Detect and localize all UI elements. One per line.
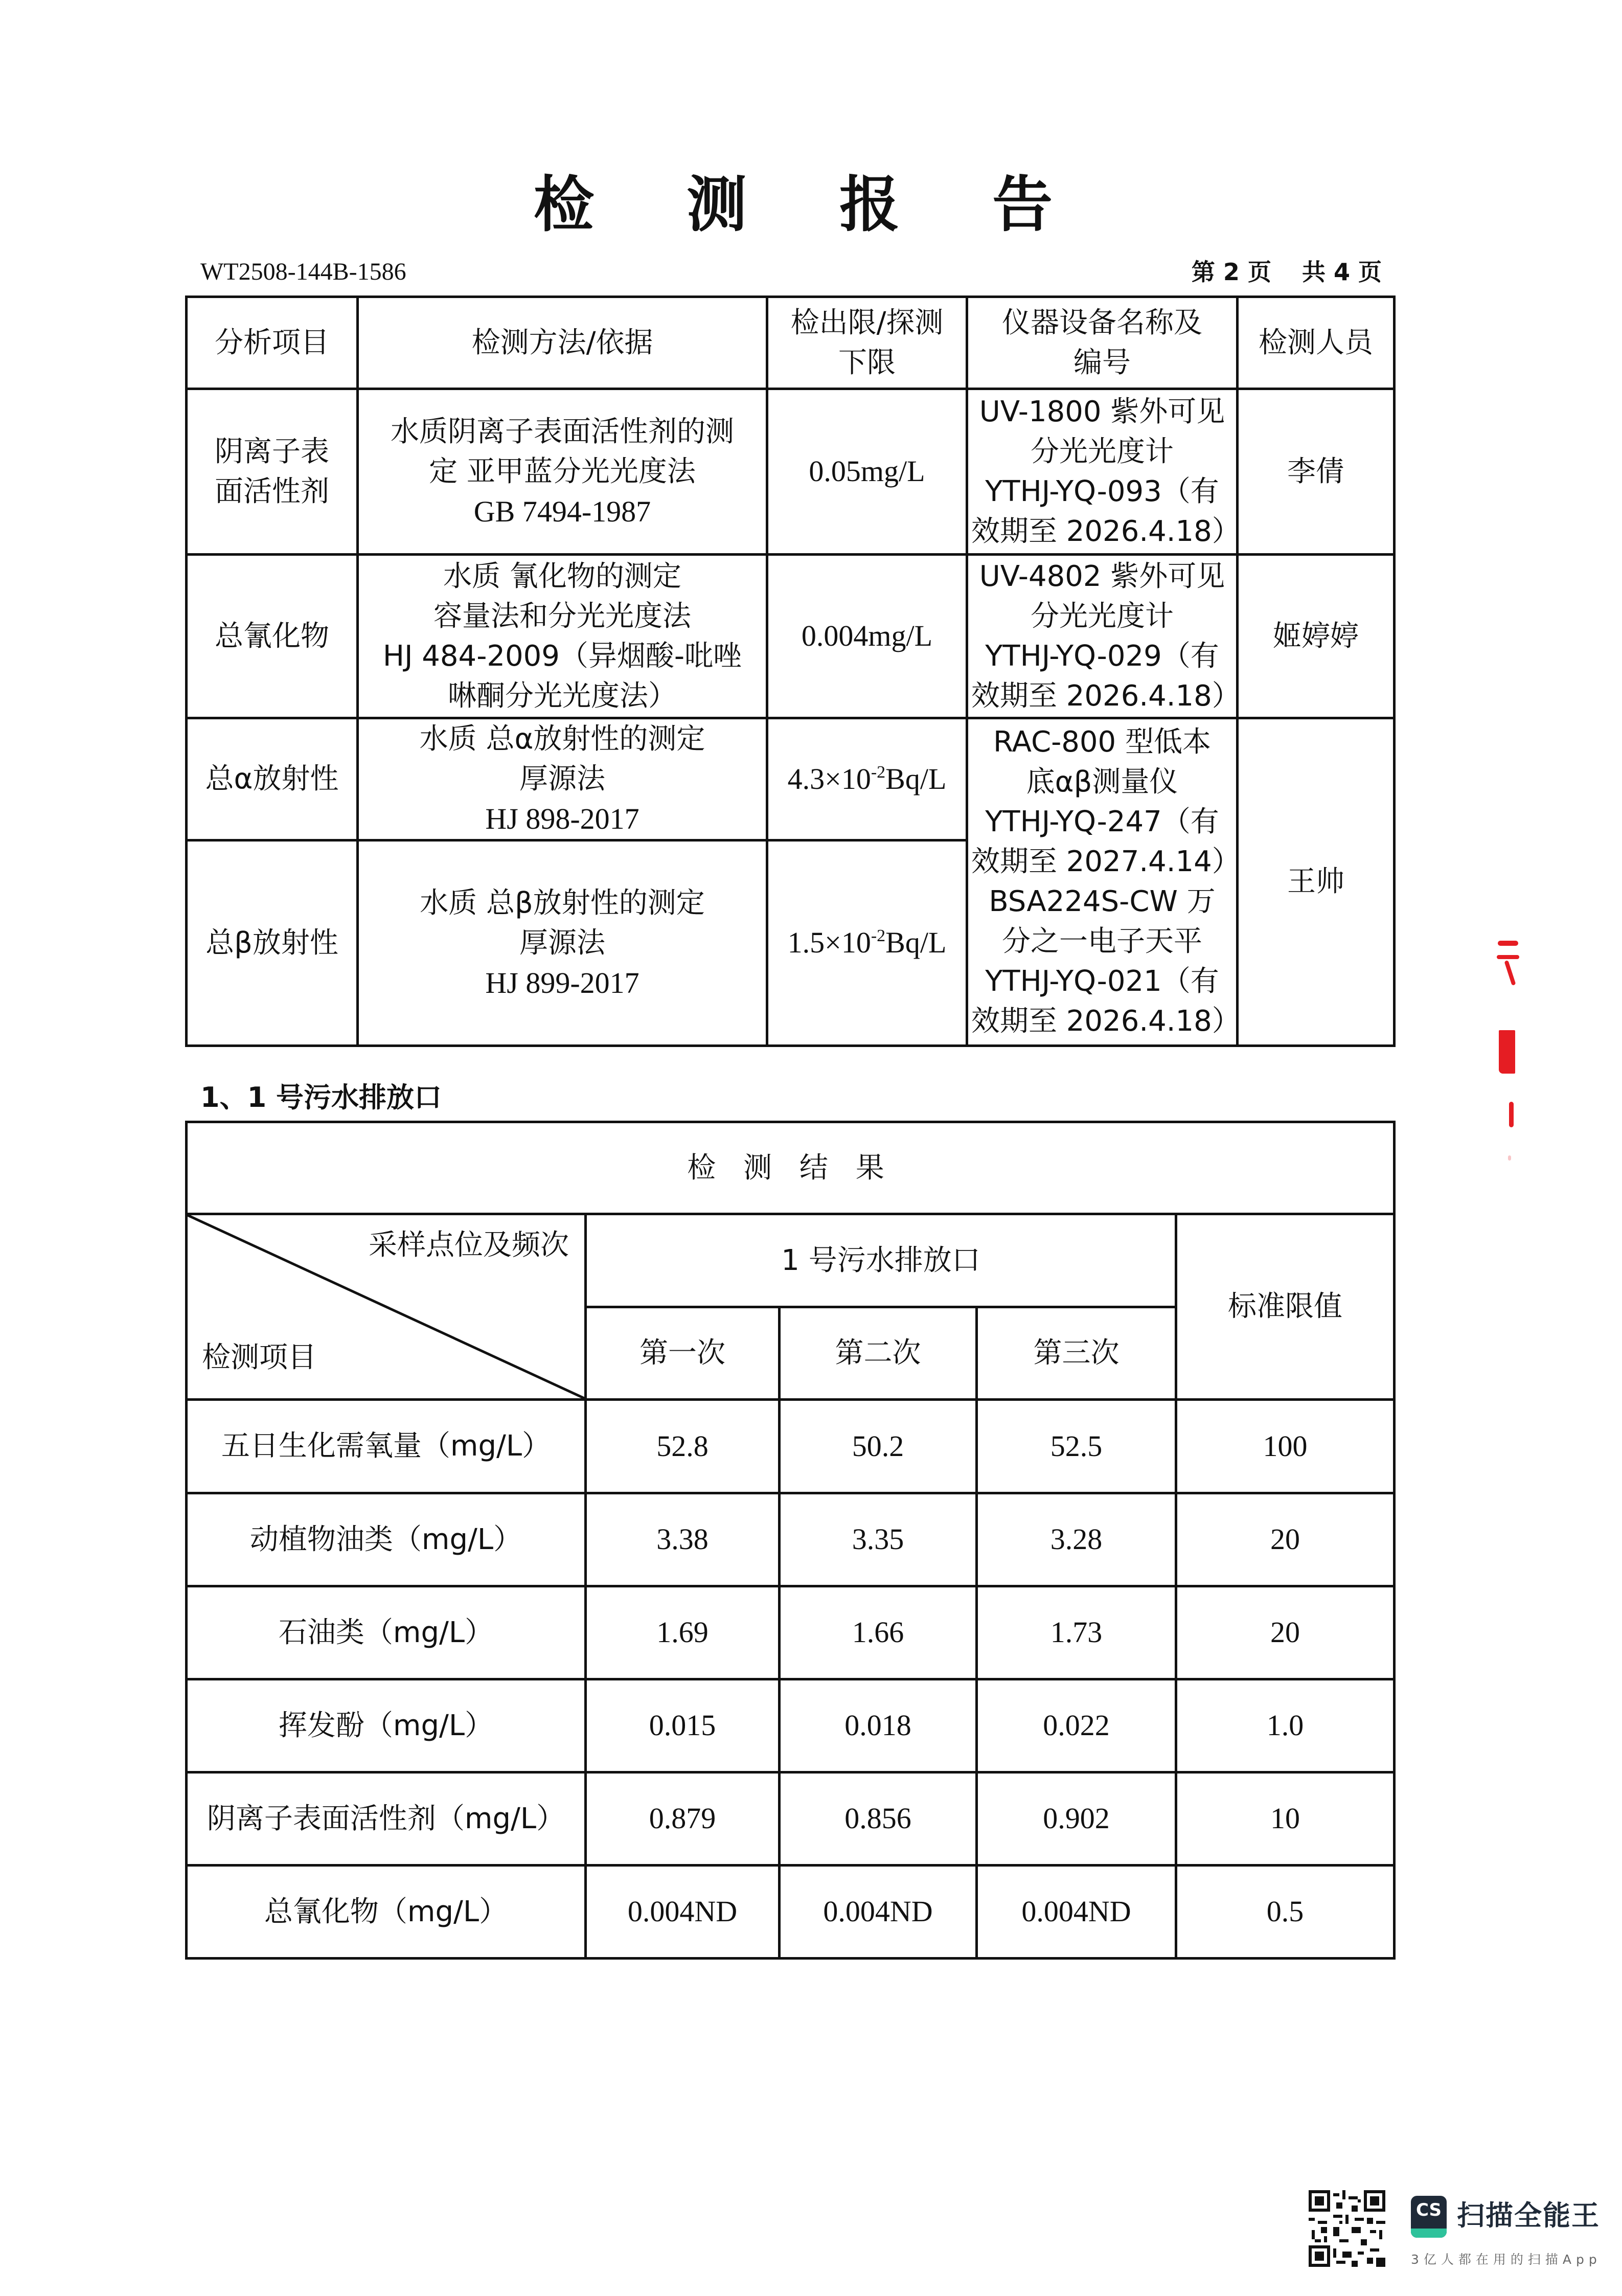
page-current: 第 2 页 <box>1191 258 1271 286</box>
instrument-line: UV-4802 紫外可见 <box>979 559 1225 593</box>
result-item: 挥发酚（mg/L） <box>187 1679 586 1772</box>
sample-header: 第一次 <box>586 1307 780 1400</box>
result-limit <box>1176 1586 1395 1679</box>
value-text: 1.66 <box>852 1616 904 1649</box>
result-item: 动植物油类（mg/L） <box>187 1493 586 1586</box>
method-line: 啉酮分光光度法） <box>448 679 677 713</box>
result-value <box>586 1772 780 1866</box>
instrument-line: 效期至 2026.4.18） <box>971 1005 1241 1038</box>
instrument-line: RAC-800 型低本 <box>993 725 1211 759</box>
partial-seal-stamp <box>1493 915 1523 1222</box>
instrument-line: 效期至 2026.4.18） <box>971 514 1241 548</box>
header-instrument-line: 编号 <box>1073 346 1131 379</box>
limit-text: 10 <box>1270 1802 1300 1835</box>
limit-unit: Bq/L <box>885 762 947 795</box>
method-line: GB 7494-1987 <box>473 494 651 528</box>
header-item: 分析项目 <box>187 297 358 389</box>
limit-exponent: -2 <box>871 762 886 782</box>
method-analyst: 姬婷婷 <box>1238 555 1395 718</box>
value-text: 52.8 <box>656 1429 709 1463</box>
sample-header: 第三次 <box>977 1307 1176 1400</box>
value-text: 0.018 <box>844 1709 911 1742</box>
methods-row <box>187 555 1395 718</box>
result-limit <box>1176 1772 1395 1866</box>
value-text: 0.004ND <box>823 1895 933 1928</box>
method-limit <box>767 389 967 555</box>
method-basis <box>358 840 767 1046</box>
methods-row <box>187 718 1395 840</box>
methods-header-row <box>187 297 1395 389</box>
camscanner-logo <box>1411 2196 1447 2238</box>
method-line: 水质 氰化物的测定 <box>443 559 681 593</box>
result-value <box>586 1400 780 1493</box>
instrument-line: YTHJ-YQ-247（有 <box>985 805 1219 838</box>
method-basis <box>358 718 767 840</box>
location-header: 1 号污水排放口 <box>586 1214 1176 1307</box>
sample-header: 第二次 <box>780 1307 977 1400</box>
limit-value: 0.004mg/L <box>801 619 933 652</box>
result-value <box>977 1772 1176 1866</box>
page-indicator <box>1192 257 1382 287</box>
instrument-line: UV-1800 紫外可见 <box>979 395 1225 428</box>
result-limit <box>1176 1679 1395 1772</box>
results-row <box>187 1772 1395 1866</box>
method-basis <box>358 555 767 718</box>
result-value <box>977 1586 1176 1679</box>
limit-base: 4.3×10 <box>787 762 871 795</box>
limit-text: 100 <box>1263 1429 1308 1463</box>
result-value <box>977 1400 1176 1493</box>
instrument-line: 底αβ测量仪 <box>1026 765 1178 799</box>
header-analyst: 检测人员 <box>1238 297 1395 389</box>
scanner-watermark <box>1309 2188 1610 2280</box>
method-line: 水质 总α放射性的测定 <box>419 722 705 756</box>
method-line: 厚源法 <box>519 926 605 960</box>
limit-text: 20 <box>1270 1522 1300 1556</box>
header-limit-line: 下限 <box>838 346 896 379</box>
corner-header <box>187 1214 586 1400</box>
instrument-line: YTHJ-YQ-029（有 <box>985 639 1219 673</box>
item-line: 阴离子表 <box>215 435 329 468</box>
method-line: HJ 899-2017 <box>485 966 639 999</box>
corner-bottom-label: 检测项目 <box>202 1341 316 1374</box>
logo-text: CS <box>1415 2200 1442 2220</box>
result-value <box>780 1586 977 1679</box>
value-text: 52.5 <box>1050 1429 1103 1463</box>
results-title-row <box>187 1122 1395 1214</box>
report-number: WT2508-144B-1586 <box>200 258 406 285</box>
result-value <box>780 1679 977 1772</box>
page-total: 共 4 页 <box>1301 258 1382 286</box>
instrument-line: 效期至 2026.4.18） <box>971 679 1241 713</box>
result-limit <box>1176 1400 1395 1493</box>
results-row <box>187 1679 1395 1772</box>
header-limit <box>767 297 967 389</box>
value-text: 3.35 <box>852 1522 904 1556</box>
method-instrument <box>967 555 1241 718</box>
limit-header: 标准限值 <box>1176 1214 1395 1400</box>
limit-value <box>788 762 947 795</box>
limit-text: 0.5 <box>1266 1895 1304 1928</box>
instrument-line: BSA224S-CW 万 <box>989 885 1216 918</box>
method-item <box>187 389 358 555</box>
header-limit-line: 检出限/探测 <box>790 306 944 339</box>
result-item: 五日生化需氧量（mg/L） <box>187 1400 586 1493</box>
app-name: 扫描全能王 <box>1457 2199 1600 2232</box>
results-row <box>187 1866 1395 1959</box>
value-text: 1.73 <box>1050 1616 1103 1649</box>
result-value <box>977 1866 1176 1959</box>
instrument-line: 分之一电子天平 <box>1002 925 1202 958</box>
app-slogan: 3亿人都在用的扫描App <box>1411 2252 1602 2267</box>
instrument-line: 效期至 2027.4.14） <box>971 845 1241 878</box>
results-header-row <box>187 1214 1395 1307</box>
results-title <box>187 1122 1395 1214</box>
method-limit <box>767 555 967 718</box>
limit-exponent: -2 <box>871 926 886 945</box>
limit-unit: Bq/L <box>885 926 947 959</box>
limit-text: 1.0 <box>1266 1709 1304 1742</box>
result-value <box>586 1866 780 1959</box>
result-item: 总氰化物（mg/L） <box>187 1866 586 1959</box>
header-instrument-line: 仪器设备名称及 <box>1002 306 1202 339</box>
method-line: HJ 484-2009（异烟酸-吡唑 <box>382 639 742 673</box>
method-line: 容量法和分光光度法 <box>433 599 691 633</box>
limit-base: 1.5×10 <box>787 926 871 959</box>
value-text: 0.004ND <box>1021 1895 1131 1928</box>
result-value <box>780 1772 977 1866</box>
results-row <box>187 1493 1395 1586</box>
value-text: 3.28 <box>1050 1522 1103 1556</box>
method-limit <box>767 718 967 840</box>
result-value <box>780 1400 977 1493</box>
value-text: 50.2 <box>852 1429 904 1463</box>
value-text: 3.38 <box>656 1522 709 1556</box>
method-line: 水质阴离子表面活性剂的测 <box>391 415 734 448</box>
result-value <box>977 1493 1176 1586</box>
qr-code-icon <box>1309 2190 1385 2267</box>
document-title: 检 测 报 告 <box>533 169 1089 240</box>
instrument-line: 分光光度计 <box>1031 599 1174 633</box>
value-text: 0.856 <box>844 1802 911 1835</box>
method-item: 总β放射性 <box>187 840 358 1046</box>
limit-value <box>788 926 947 959</box>
result-limit <box>1176 1866 1395 1959</box>
method-line: 定 亚甲蓝分光光度法 <box>429 454 696 488</box>
method-basis <box>358 389 767 555</box>
result-value <box>977 1679 1176 1772</box>
value-text: 0.902 <box>1043 1802 1110 1835</box>
methods-row <box>187 389 1395 555</box>
method-line: 水质 总β放射性的测定 <box>420 886 705 920</box>
item-line: 面活性剂 <box>215 474 329 508</box>
method-limit <box>767 840 967 1046</box>
header-method: 检测方法/依据 <box>358 297 767 389</box>
result-value <box>586 1586 780 1679</box>
result-value <box>586 1493 780 1586</box>
results-row <box>187 1586 1395 1679</box>
instrument-line: YTHJ-YQ-021（有 <box>985 965 1219 998</box>
result-item: 阴离子表面活性剂（mg/L） <box>187 1772 586 1866</box>
limit-value: 0.05mg/L <box>809 454 925 488</box>
instrument-line: YTHJ-YQ-093（有 <box>985 474 1219 508</box>
results-table <box>185 1121 1396 1960</box>
limit-text: 20 <box>1270 1616 1300 1649</box>
methods-table <box>185 295 1396 1047</box>
value-text: 0.022 <box>1043 1709 1110 1742</box>
results-row <box>187 1400 1395 1493</box>
result-value <box>586 1679 780 1772</box>
results-title-text: 检 测 结 果 <box>687 1151 894 1185</box>
result-limit <box>1176 1493 1395 1586</box>
instrument-line: 分光光度计 <box>1031 435 1174 468</box>
result-value <box>780 1866 977 1959</box>
method-instrument <box>967 718 1241 1046</box>
method-analyst: 王帅 <box>1238 718 1395 1046</box>
value-text: 0.879 <box>649 1802 716 1835</box>
logo-accent-bar <box>1411 2229 1447 2238</box>
method-line: 厚源法 <box>519 762 605 795</box>
result-item: 石油类（mg/L） <box>187 1586 586 1679</box>
section-title: 1、1 号污水排放口 <box>200 1081 442 1113</box>
method-analyst: 李倩 <box>1238 389 1395 555</box>
value-text: 1.69 <box>656 1616 709 1649</box>
result-value <box>780 1493 977 1586</box>
method-item: 总α放射性 <box>187 718 358 840</box>
value-text: 0.004ND <box>627 1895 738 1928</box>
method-instrument <box>967 389 1241 555</box>
method-line: HJ 898-2017 <box>485 802 639 835</box>
value-text: 0.015 <box>649 1709 716 1742</box>
header-instrument <box>967 297 1238 389</box>
corner-top-label: 采样点位及频次 <box>369 1229 569 1262</box>
method-item: 总氰化物 <box>187 555 358 718</box>
